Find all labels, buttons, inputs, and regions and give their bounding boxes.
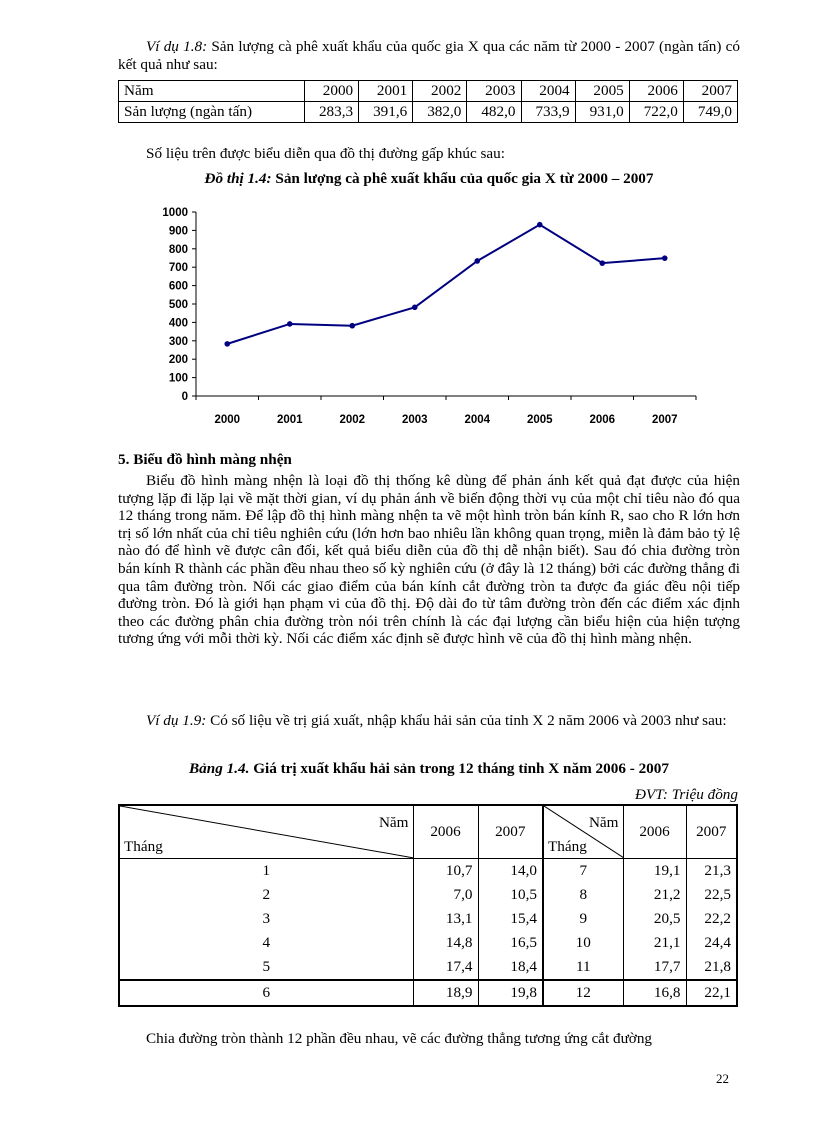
value-cell: 733,9 [521, 102, 575, 123]
value-cell: 22,5 [686, 883, 737, 907]
month-cell: 2 [262, 886, 271, 904]
y-tick-label: 1000 [162, 207, 188, 219]
example-text: Có số liệu về trị giá xuất, nhập khẩu hải sản của tỉnh X 2 năm 2006 và 2003 như sau: [206, 712, 727, 729]
corner-bottom-label: Tháng [124, 838, 163, 856]
month-cell: 7 [543, 859, 623, 884]
value-cell: 21,2 [623, 883, 686, 907]
data-point [287, 321, 293, 327]
example-label: Ví dụ 1.9: [146, 712, 207, 729]
value-cell: 17,7 [623, 955, 686, 980]
corner-header-cell [119, 805, 413, 859]
value-cell: 14,8 [413, 931, 478, 955]
value-cell: 16,8 [623, 980, 686, 1006]
value-cell: 24,4 [686, 931, 737, 955]
chart-title [118, 170, 740, 188]
table-header-label: Năm [119, 81, 305, 102]
table-title-text: Giá trị xuất khẩu hải sản trong 12 tháng tỉnh X năm 2006 - 2007 [249, 760, 669, 777]
month-cell: 12 [543, 980, 623, 1006]
value-cell: 21,1 [623, 931, 686, 955]
chart-title-label: Đồ thị 1.4: [204, 170, 272, 187]
table-row [119, 955, 737, 980]
data-point [412, 305, 418, 311]
table-title-label: Bảng 1.4. [189, 760, 250, 777]
column-header: 2007 [686, 805, 737, 859]
section-heading: 5. Biểu đồ hình màng nhện [118, 451, 292, 468]
y-tick-label: 600 [168, 280, 188, 293]
year-cell: 2005 [575, 81, 629, 102]
value-cell: 14,0 [478, 859, 543, 884]
example-label: Ví dụ 1.8: [146, 38, 208, 55]
x-tick-label: 2001 [276, 414, 303, 426]
month-cell: 1 [262, 862, 271, 880]
month-cell: 5 [262, 958, 271, 976]
data-point [599, 260, 605, 266]
chart-axes [196, 212, 696, 396]
month-cell: 9 [543, 907, 623, 931]
x-tick-label: 2000 [214, 414, 241, 426]
y-tick-label: 200 [168, 354, 188, 367]
month-cell: 6 [119, 980, 413, 1006]
x-tick-label: 2003 [401, 414, 428, 426]
y-tick-label: 700 [168, 262, 188, 275]
year-cell: 2001 [359, 81, 413, 102]
data-point [224, 341, 230, 347]
line-chart [140, 198, 710, 434]
x-tick-label: 2002 [339, 414, 366, 426]
table-row [119, 980, 737, 1006]
data-point [537, 222, 543, 228]
value-cell: 17,4 [413, 955, 478, 980]
table-row [119, 81, 738, 102]
month-cell: 3 [262, 910, 271, 928]
value-cell: 18,9 [413, 980, 478, 1006]
value-cell: 13,1 [413, 907, 478, 931]
value-cell: 19,8 [478, 980, 543, 1006]
table-row [119, 859, 737, 884]
value-cell: 283,3 [305, 102, 359, 123]
value-cell: 931,0 [575, 102, 629, 123]
table-header-row [119, 805, 737, 859]
column-header: 2006 [413, 805, 478, 859]
year-cell: 2006 [629, 81, 683, 102]
table-row [119, 102, 738, 123]
x-tick-label: 2004 [464, 414, 491, 426]
corner-bottom-label: Tháng [548, 838, 587, 856]
y-tick-label: 0 [181, 391, 188, 403]
corner-header-cell [543, 805, 623, 859]
value-cell: 21,8 [686, 955, 737, 980]
y-tick-labels [162, 207, 196, 403]
month-cell: 10 [543, 931, 623, 955]
value-cell: 382,0 [413, 102, 467, 123]
y-tick-label: 900 [168, 225, 188, 238]
x-tick-labels [196, 396, 696, 426]
year-cell: 2004 [521, 81, 575, 102]
column-header: 2007 [478, 805, 543, 859]
example-text: Sản lượng cà phê xuất khẩu của quốc gia X qua các năm từ 2000 - 2007 (ngàn tấn) có kết quả như sau: [118, 38, 740, 73]
value-cell: 19,1 [623, 859, 686, 884]
table-row [119, 931, 737, 955]
corner-top-label: Năm [378, 814, 409, 831]
y-tick-label: 800 [168, 243, 188, 256]
x-tick-label: 2006 [589, 414, 616, 426]
series-line [224, 222, 667, 347]
year-cell: 2003 [467, 81, 521, 102]
value-cell: 22,2 [686, 907, 737, 931]
value-cell: 22,1 [686, 980, 737, 1006]
x-tick-label: 2007 [651, 414, 678, 426]
month-cell: 4 [262, 934, 271, 952]
y-tick-label: 300 [168, 335, 188, 348]
column-header: 2006 [623, 805, 686, 859]
value-cell: 20,5 [623, 907, 686, 931]
year-cell: 2002 [413, 81, 467, 102]
value-cell: 10,7 [413, 859, 478, 884]
section-body: Biểu đồ hình màng nhện là loại đồ thị thống kê dùng để phản ánh kết quả đạt được của hiện tượng lặp đi lặp lại về mặt thời gian, ví dụ phản ánh về biến động thời vụ của một chỉ tiêu nào đó qua 12 tháng trong năm. Để lập đồ thị hình màng nhện ta vẽ một hình tròn bán kính R, sao cho R lớn hơn trị số lớn nhất của chỉ tiêu nghiên cứu (lớn hơn bao nhiêu lần không quan trọng, miễn là đảm bảo tỷ lệ nào đó để hình vẽ được cân đối, kết quả biểu diễn của đồ thị dễ nhận biết). Sau đó chia đường tròn bán kính R thành các phần đều nhau theo số kỳ nghiên cứu (ở đây là 12 tháng) bởi các đường thẳng đi qua tâm đường tròn. Nối các giao điểm của bán kính cắt đường tròn ta được đa giác đều nội tiếp đường tròn. Đó là giới hạn phạm vi của đồ thị. Độ dài đo từ tâm đường tròn đến các điểm xác định theo các đường phân chia đường tròn nói trên chính là các đại lượng cần biểu hiện của hiện tượng tương ứng với mỗi thời kỳ. Nối các điểm xác định sẽ được hình vẽ của đồ thị hình màng nhện. [118, 472, 740, 648]
data-point [662, 255, 668, 261]
month-cell: 8 [543, 883, 623, 907]
year-cell: 2007 [683, 81, 737, 102]
table-row-label: Sản lượng (ngàn tấn) [119, 102, 305, 123]
data-point [474, 258, 480, 264]
unit-note: ĐVT: Triệu đồng [635, 786, 738, 803]
value-cell: 391,6 [359, 102, 413, 123]
value-cell: 482,0 [467, 102, 521, 123]
table-title [118, 760, 740, 778]
value-cell: 16,5 [478, 931, 543, 955]
example-1-9-paragraph [118, 712, 740, 730]
x-tick-label: 2005 [526, 414, 553, 426]
y-tick-label: 500 [168, 299, 188, 311]
page-number: 22 [716, 1071, 729, 1086]
value-cell: 18,4 [478, 955, 543, 980]
value-cell: 749,0 [683, 102, 737, 123]
value-cell: 15,4 [478, 907, 543, 931]
month-cell: 11 [543, 955, 623, 980]
chart-intro: Số liệu trên được biểu diễn qua đồ thị đường gấp khúc sau: [146, 145, 505, 162]
table-row [119, 883, 737, 907]
closing-paragraph: Chia đường tròn thành 12 phần đều nhau, vẽ các đường thẳng tương ứng cắt đường [146, 1030, 653, 1047]
year-cell: 2000 [305, 81, 359, 102]
seafood-export-table [118, 804, 738, 1007]
corner-top-label: Năm [588, 814, 619, 831]
y-tick-label: 100 [168, 372, 188, 385]
table-row [119, 907, 737, 931]
chart-title-text: Sản lượng cà phê xuất khẩu của quốc gia X từ 2000 – 2007 [271, 170, 654, 187]
coffee-output-table [118, 80, 738, 123]
value-cell: 10,5 [478, 883, 543, 907]
value-cell: 21,3 [686, 859, 737, 884]
series-polyline [227, 225, 665, 344]
value-cell: 722,0 [629, 102, 683, 123]
data-point [349, 323, 355, 329]
example-1-8-paragraph [118, 38, 740, 73]
y-tick-label: 400 [168, 317, 188, 330]
value-cell: 7,0 [413, 883, 478, 907]
diagonal-line [120, 806, 414, 858]
